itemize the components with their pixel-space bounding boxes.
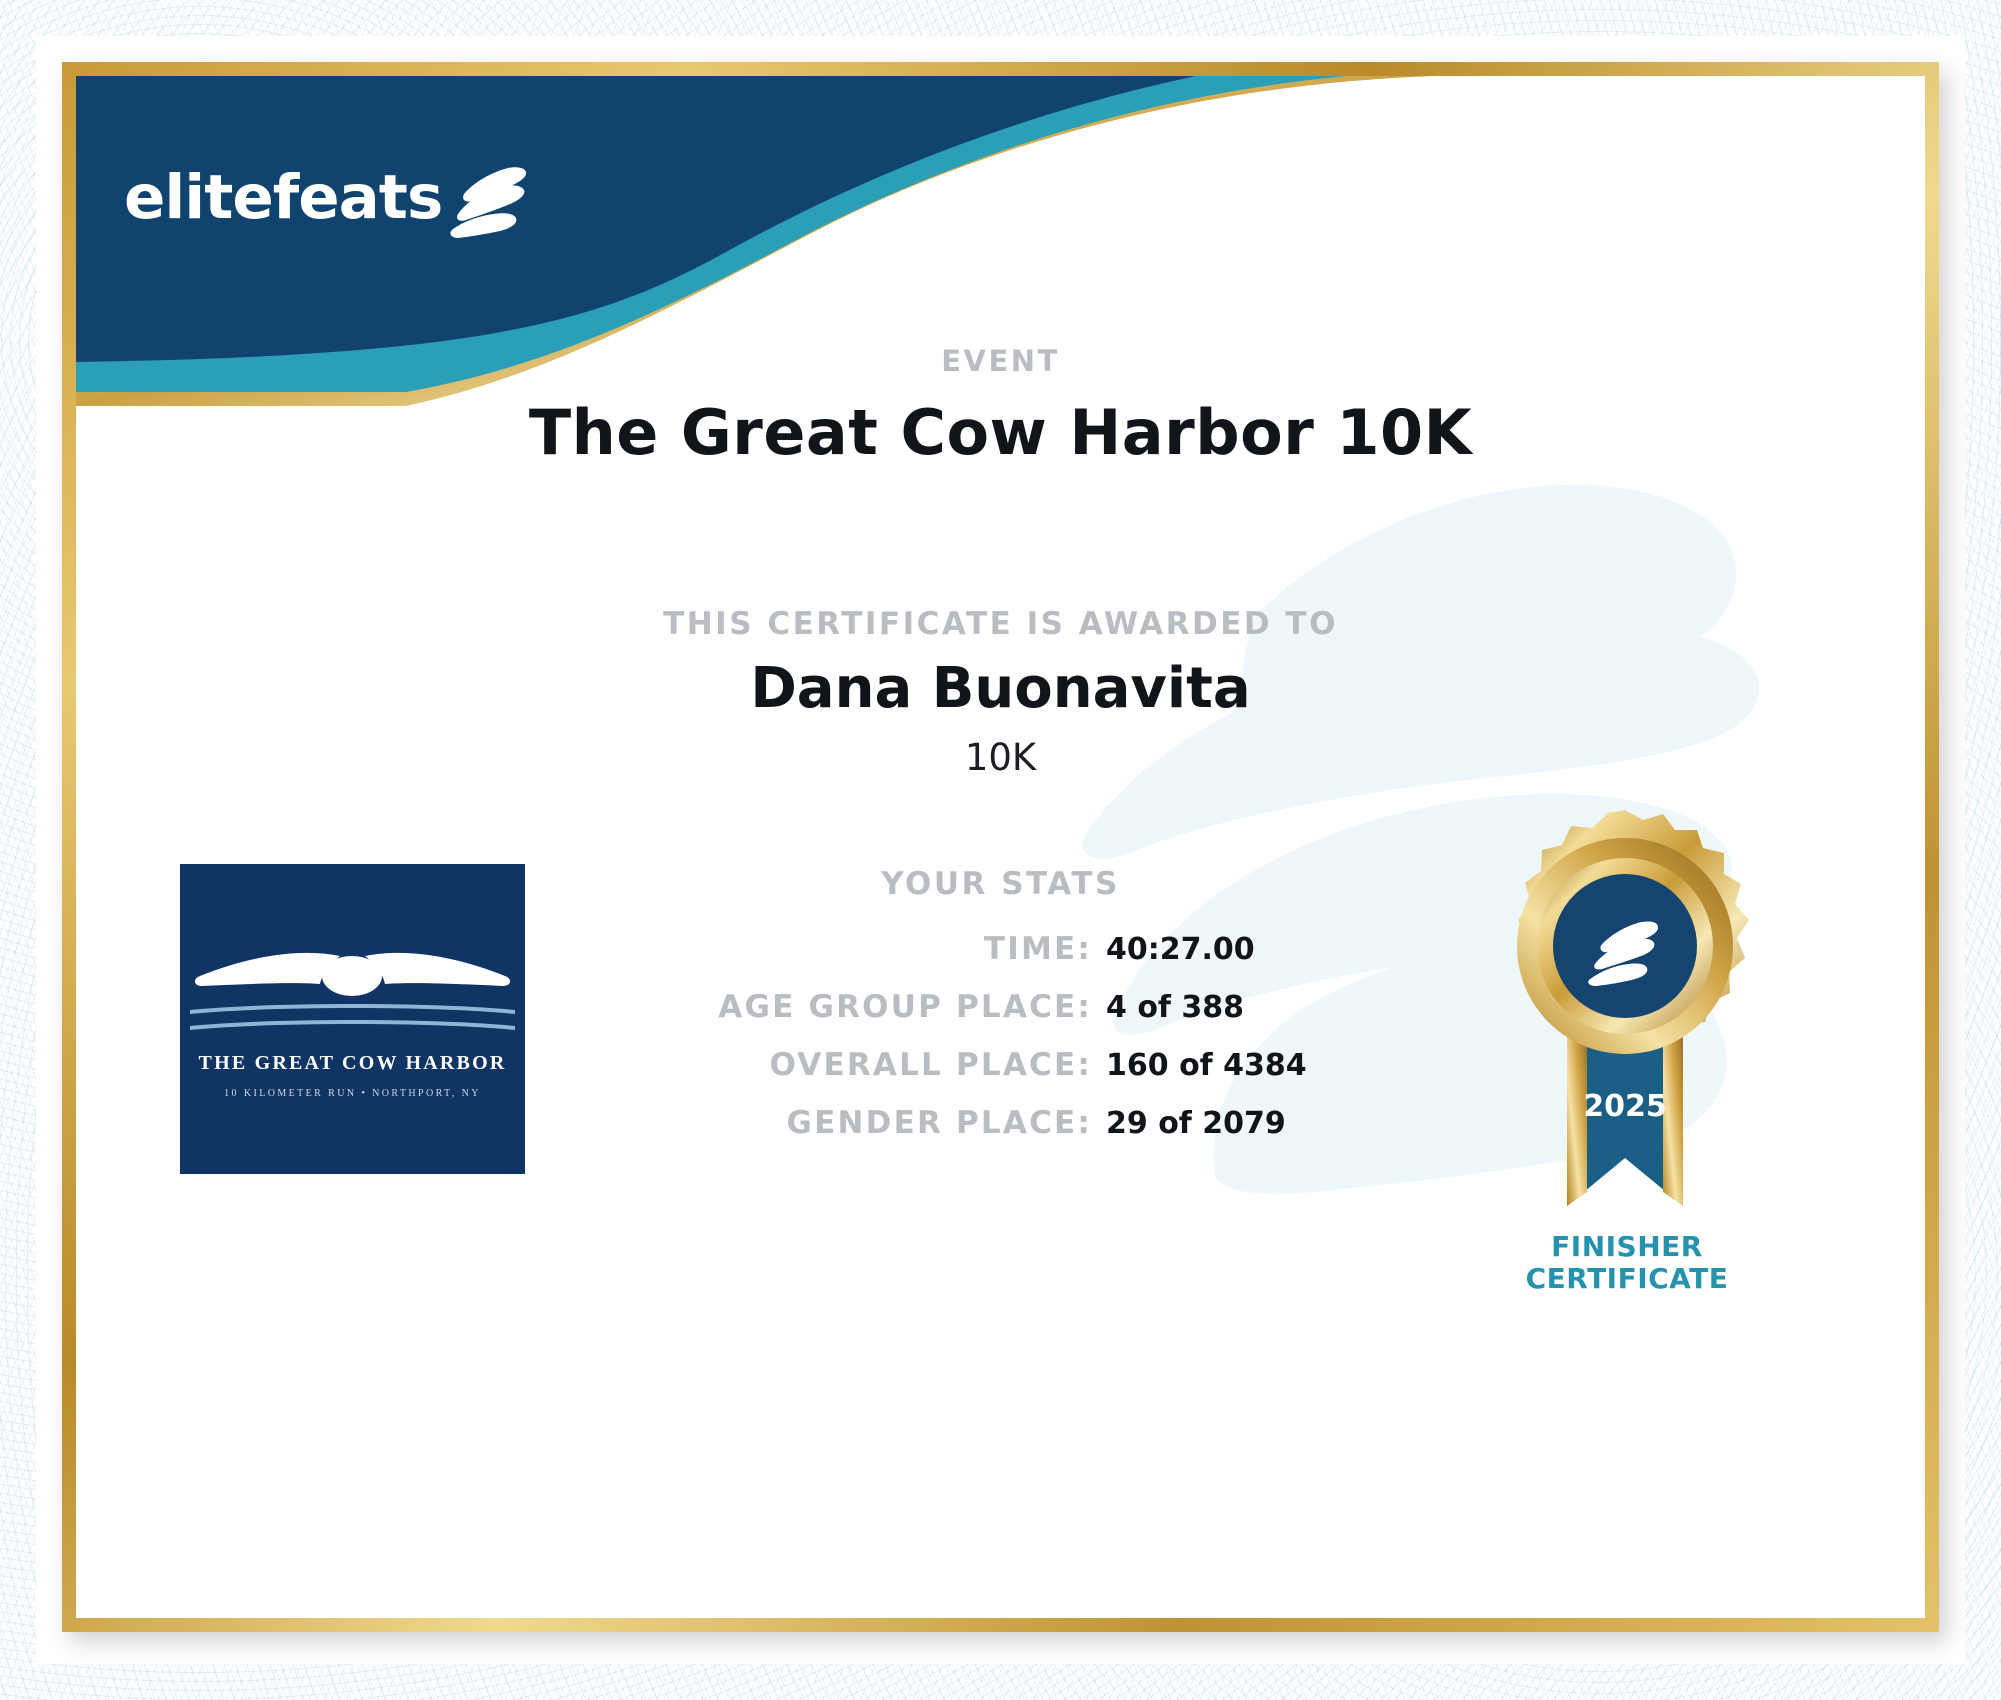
your-stats-label: YOUR STATS	[881, 866, 1120, 902]
recipient-name: Dana Buonavita	[750, 656, 1251, 721]
event-logo-subtitle: 10 KILOMETER RUN • NORTHPORT, NY	[224, 1088, 481, 1099]
stat-value: 4 of 388	[1106, 990, 1245, 1025]
stat-key: GENDER PLACE:	[786, 1105, 1092, 1141]
seagull-icon	[180, 864, 525, 1054]
finisher-caption	[1447, 1231, 1807, 1295]
event-logo-tile	[180, 864, 525, 1174]
stat-row-gender-place	[456, 1105, 1336, 1141]
finisher-caption-line1: FINISHER	[1551, 1230, 1703, 1263]
medal-year: 2025	[1583, 1089, 1667, 1124]
finisher-caption-line2: CERTIFICATE	[1525, 1262, 1729, 1296]
event-label: EVENT	[941, 344, 1060, 378]
recipient-division: 10K	[964, 736, 1037, 779]
brand-name: elitefeats	[124, 161, 443, 233]
certificate-gold-frame	[62, 62, 1939, 1632]
stat-key: TIME:	[983, 931, 1092, 967]
event-logo-title: THE GREAT COW HARBOR	[198, 1052, 507, 1074]
stat-key: OVERALL PLACE:	[769, 1047, 1092, 1083]
finisher-medal	[1475, 806, 1775, 1236]
event-name: The Great Cow Harbor 10K	[528, 396, 1473, 469]
stat-value: 160 of 4384	[1106, 1048, 1307, 1083]
stat-value: 40:27.00	[1106, 932, 1255, 967]
stat-row-overall-place	[456, 1047, 1336, 1083]
stat-row-time	[456, 931, 1336, 967]
stat-key: AGE GROUP PLACE:	[718, 989, 1092, 1025]
awarded-to-label: THIS CERTIFICATE IS AWARDED TO	[663, 606, 1338, 642]
stats-table	[456, 931, 1336, 1163]
stat-value: 29 of 2079	[1106, 1106, 1286, 1141]
stat-row-age-group-place	[456, 989, 1336, 1025]
